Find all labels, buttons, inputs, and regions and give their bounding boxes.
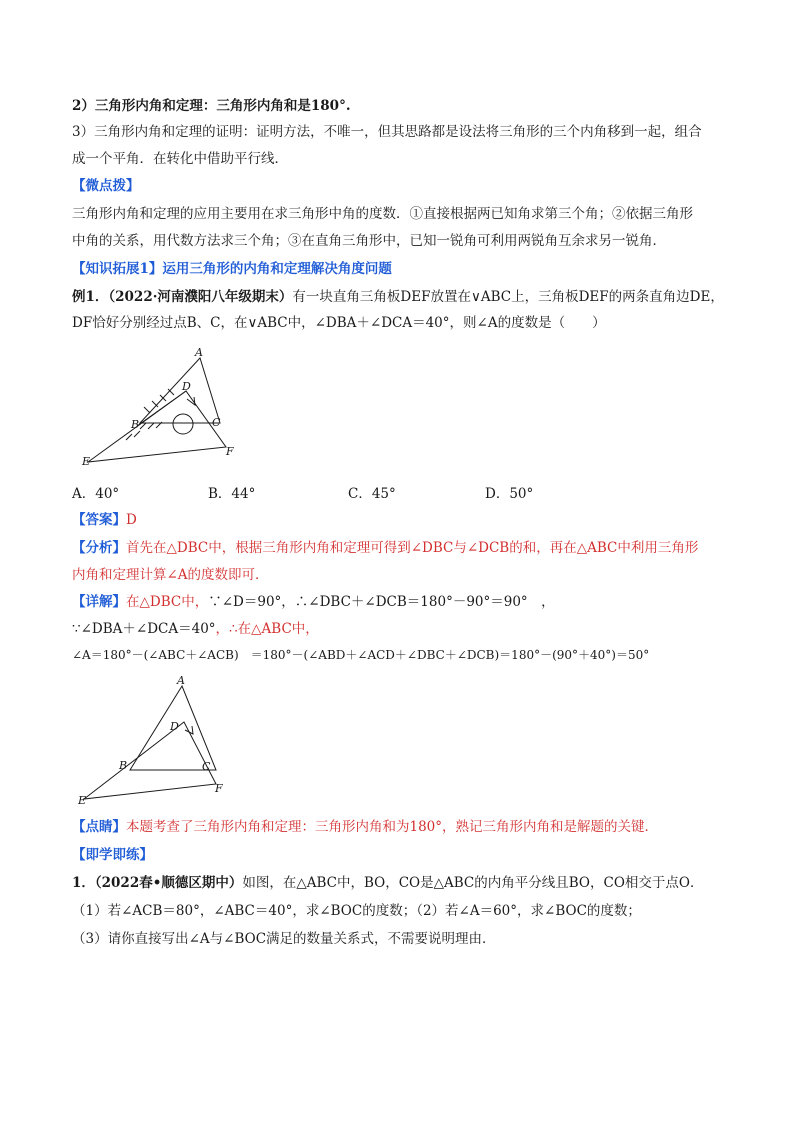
- analysis-line-1: [72, 538, 732, 558]
- comment-tag: 【点睛】: [72, 819, 126, 835]
- choice-c: C．45°: [348, 486, 396, 502]
- choice-a: A．40°: [72, 486, 120, 502]
- example-1-line-2: DF恰好分别经过点B、C，在∨ABC中，∠DBA＋∠DCA＝40°，则∠A的度数是（ ）: [72, 315, 606, 331]
- choice-d: D．50°: [485, 486, 534, 502]
- example-1-label: 例1．（2022·河南濮阳八年级期末）: [72, 289, 293, 305]
- triangle-abc: [140, 358, 220, 423]
- detail-line-3: ∠A＝180°－(∠ABC＋∠ACB) ＝180°－(∠ABD＋∠ACD＋∠DBC＋∠DCB)＝180°－(90°＋40°)＝50°: [72, 648, 650, 662]
- tip-text-1: 三角形内角和定理的应用主要用在求三角形中角的度数．①直接根据两已知角求第三个角；②依据三角形: [72, 206, 693, 222]
- label-a: A: [195, 346, 203, 359]
- choice-b: B．44°: [208, 486, 256, 502]
- label-c: C: [212, 416, 221, 429]
- label-d-2: D: [170, 720, 179, 733]
- label-b-2: B: [119, 759, 128, 772]
- label-d: D: [182, 380, 191, 393]
- hatch-marks: [126, 389, 174, 440]
- extension-heading: 【知识拓展1】运用三角形的内角和定理解决角度问题: [72, 261, 392, 277]
- triangle-def-2: [84, 722, 216, 799]
- practice-heading: 【即学即练】: [72, 847, 153, 863]
- detail-text-2a: ∵∠DBA＋∠DCA＝40°: [72, 621, 216, 637]
- tip-text-2: 中角的关系，用代数方法求三个角；③在直角三角形中，已知一锐角可利用两锐角互余求另一锐角．: [72, 233, 666, 249]
- detail-text-1b: ∵∠D＝90°，∴∠DBC＋∠DCB＝180°－90°＝90° ，: [208, 594, 555, 610]
- answer-value: D: [126, 512, 137, 528]
- practice-1-text: 如图，在△ABC中，BO，CO是△ABC的内角平分线且BO，CO相交于点O．: [242, 875, 704, 891]
- practice-1-line-1: [72, 873, 732, 893]
- detail-text-2b: ，∴在△ABC中，: [215, 621, 319, 637]
- answer-tag: 【答案】: [72, 512, 126, 528]
- detail-text-1a: 在△DBC中，: [126, 594, 209, 610]
- label-f-2: F: [215, 782, 223, 795]
- detail-line-1: [72, 592, 732, 612]
- proof-note-1: 3）三角形内角和定理的证明：证明方法，不唯一，但其思路都是设法将三角形的三个内角移到一起，组合: [72, 124, 702, 140]
- label-e-2: E: [78, 794, 87, 807]
- practice-1-questions: （1）若∠ACB＝80°，∠ABC＝40°，求∠BOC的度数；（2）若∠A＝60°，求∠BOC的度数；: [72, 903, 641, 919]
- detail-tag: 【详解】: [72, 594, 126, 610]
- comment-text: 本题考查了三角形内角和定理：三角形内角和为180°，熟记三角形内角和是解题的关键．: [126, 819, 659, 835]
- proof-note-2: 成一个平角．在转化中借助平行线．: [72, 151, 288, 167]
- analysis-tag: 【分析】: [72, 540, 126, 556]
- label-f: F: [226, 445, 234, 458]
- analysis-line-2: 内角和定理计算∠A的度数即可．: [72, 567, 269, 583]
- detail-line-2: [72, 619, 732, 639]
- analysis-text-1: 首先在△DBC中，根据三角形内角和定理可得到∠DBC与∠DCB的和，再在△ABC中利用三角形: [126, 540, 699, 556]
- practice-1-label: 1．（2022春•顺德区期中）: [72, 875, 243, 891]
- example-1-text: 有一块直角三角板DEF放置在∨ABC上，三角板DEF的两条直角边DE，: [292, 289, 724, 305]
- example-1-line-1: [72, 287, 732, 307]
- tip-heading: 【微点拨】: [72, 178, 140, 194]
- label-c-2: C: [202, 760, 211, 773]
- label-a-2: A: [177, 674, 185, 687]
- figure-triangle-solution: [74, 672, 234, 812]
- theorem-statement: 2）三角形内角和定理：三角形内角和是180°.: [72, 98, 351, 114]
- practice-1-question-3: （3）请你直接写出∠A与∠BOC满足的数量关系式，不需要说明理由．: [72, 931, 496, 947]
- figure-triangle-with-set-square: [78, 345, 248, 470]
- label-e: E: [82, 455, 91, 468]
- answer-line: [72, 510, 732, 530]
- label-b: B: [131, 418, 140, 431]
- comment-line: [72, 817, 732, 837]
